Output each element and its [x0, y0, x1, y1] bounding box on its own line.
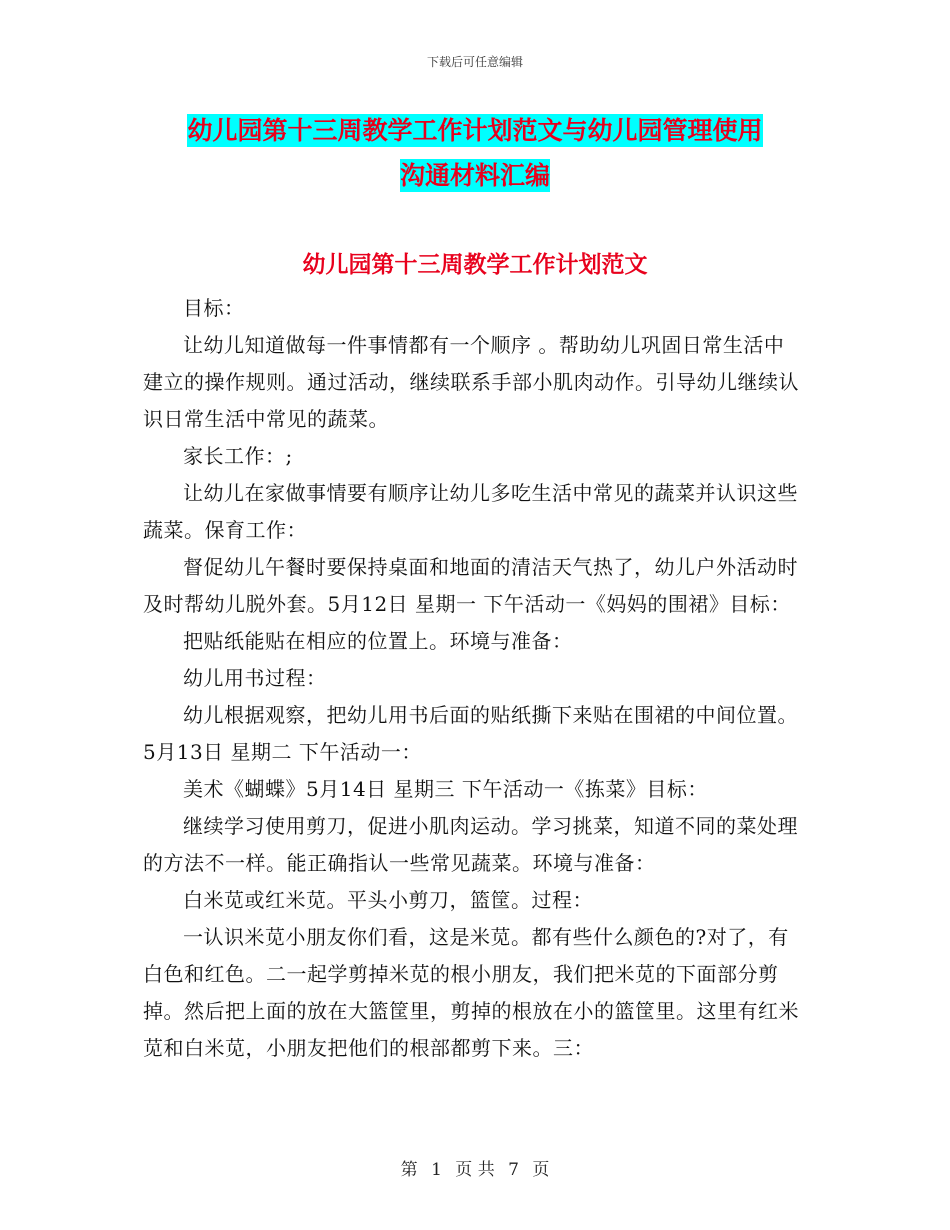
paragraph: 白米苋或红米苋。平头小剪刀，篮筐。过程： [183, 888, 593, 912]
paragraph: 让幼儿在家做事情要有顺序让幼儿多吃生活中常见的蔬菜并认识这些蔬菜。保育工作： [143, 481, 798, 542]
document-body [143, 290, 803, 1067]
section-title: 幼儿园第十三周教学工作计划范文 [302, 251, 648, 278]
paragraph: 把贴纸能贴在相应的位置上。环境与准备： [183, 629, 573, 653]
paragraph: 幼儿根据观察，把幼儿用书后面的贴纸撕下来贴在围裙的中间位置。5月13日 星期二 下午活动一： [143, 703, 798, 764]
footer-mid: 页 共 [455, 1160, 495, 1180]
paragraph: 幼儿用书过程： [183, 666, 327, 690]
page-number: 1 [431, 1160, 442, 1180]
page-footer [0, 1155, 950, 1180]
paragraph: 目标： [183, 296, 245, 320]
paragraph: 继续学习使用剪刀，促进小肌肉运动。学习挑菜，知道不同的菜处理的方法不一样。能正确指认一些常见蔬菜。环境与准备： [143, 814, 798, 875]
footer-suffix: 页 [532, 1160, 550, 1180]
title-line-2: 沟通材料汇编 [399, 161, 550, 190]
footer-prefix: 第 [400, 1160, 418, 1180]
paragraph: 督促幼儿午餐时要保持桌面和地面的清洁天气热了，幼儿户外活动时及时帮幼儿脱外套。5月12日 星期一 下午活动一《妈妈的围裙》目标： [143, 555, 798, 616]
paragraph: 让幼儿知道做每一件事情都有一个顺序 。帮助幼儿巩固日常生活中建立的操作规则。通过活动，继续联系手部小肌肉动作。引导幼儿继续认识日常生活中常见的蔬菜。 [143, 333, 799, 431]
title-line-1: 幼儿园第十三周教学工作计划范文与幼儿园管理使用 [187, 116, 763, 145]
page-total: 7 [508, 1160, 519, 1180]
paragraph: 家长工作：; [183, 444, 293, 468]
paragraph: 一认识米苋小朋友你们看，这是米苋。都有些什么颜色的?对了，有白色和红色。二一起学剪掉米苋的根小朋友，我们把米苋的下面部分剪掉。然后把上面的放在大篮筐里，剪掉的根放在小的篮筐里。这里有红米苋和白米苋，小朋友把他们的根部都剪下来。三： [143, 925, 799, 1060]
header-note: 下载后可任意编辑 [426, 55, 523, 69]
paragraph: 美术《蝴蝶》5月14日 星期三 下午活动一《拣菜》目标： [183, 777, 708, 801]
document-title [0, 108, 950, 198]
